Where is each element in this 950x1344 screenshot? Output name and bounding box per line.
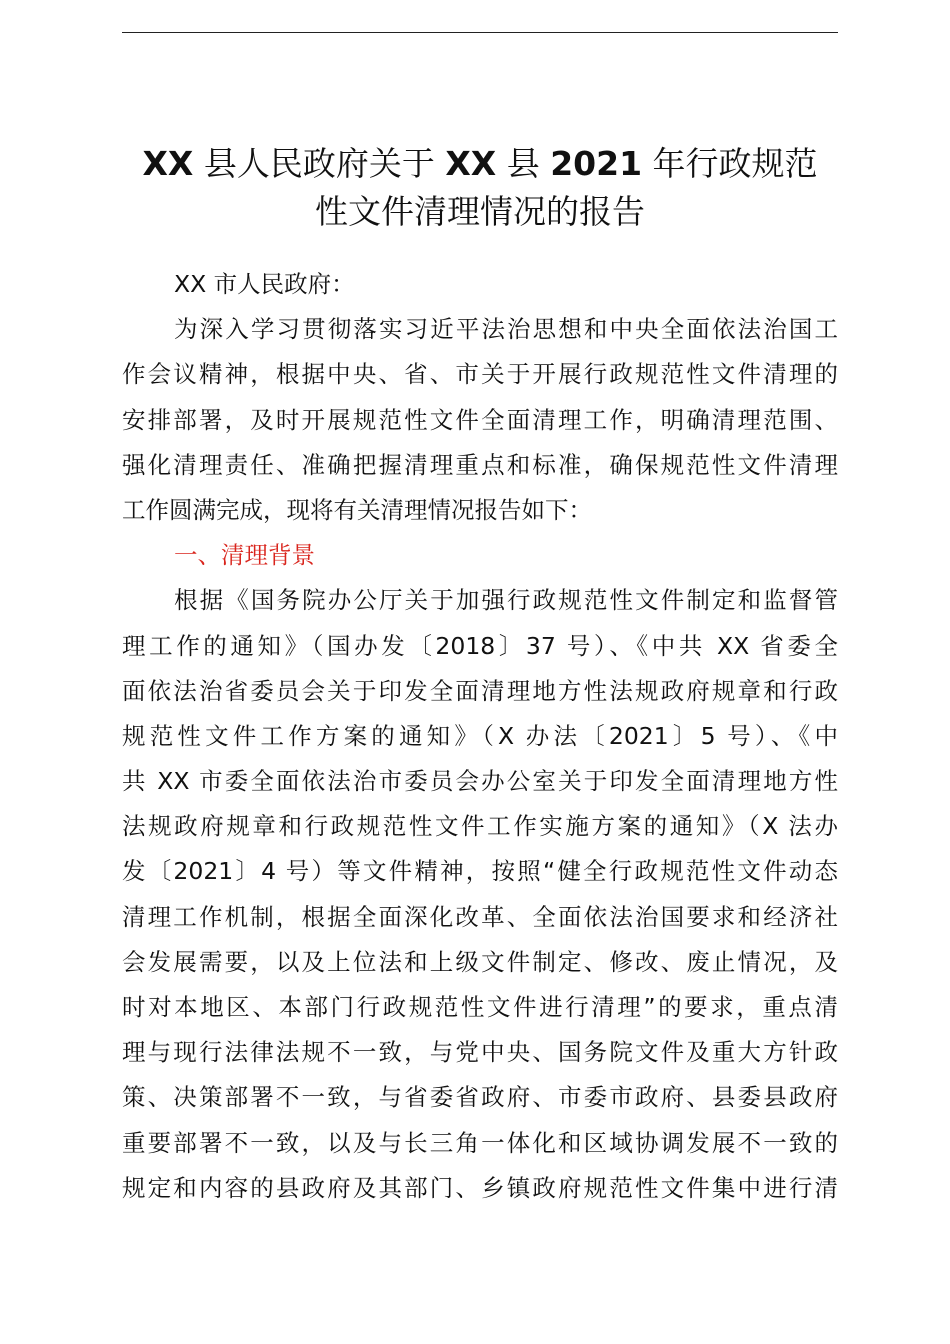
- section-line: 策、决策部署不一致，与省委省政府、市委市政府、县委县政府: [122, 1083, 838, 1112]
- section-line: 根据《国务院办公厅关于加强行政规范性文件制定和监督管: [174, 586, 838, 615]
- title-line-1: [122, 140, 838, 188]
- title-part: XX: [445, 144, 497, 183]
- title-part: XX: [142, 144, 194, 183]
- intro-line: 安排部署，及时开展规范性文件全面清理工作，明确清理范围、: [122, 405, 838, 434]
- section-line: 重要部署不一致，以及与长三角一体化和区域协调发展不一致的: [122, 1128, 838, 1157]
- title-line-2: 性文件清理情况的报告: [315, 192, 645, 231]
- title-part: 县人民政府关于: [193, 144, 446, 183]
- section-line: 会发展需要，以及上位法和上级文件制定、修改、废止情况，及: [122, 947, 838, 976]
- section-heading: 一、清理背景: [174, 541, 315, 570]
- intro-line: 作会议精神，根据中央、省、市关于开展行政规范性文件清理的: [122, 360, 838, 389]
- title-part: 2021: [550, 144, 643, 183]
- document-body: [122, 262, 838, 1211]
- header-rule: [122, 32, 838, 33]
- section-line: 理与现行法律法规不一致，与党中央、国务院文件及重大方针政: [122, 1038, 838, 1067]
- document-title: [122, 140, 838, 236]
- section-line: 规定和内容的县政府及其部门、乡镇政府规范性文件集中进行清: [122, 1173, 838, 1202]
- section-line: 理工作的通知》（国办发〔2018〕37 号）、《中共 XX 省委全: [122, 631, 838, 660]
- intro-line: 为深入学习贯彻落实习近平法治思想和中央全面依法治国工: [174, 315, 838, 344]
- section-line: 规范性文件工作方案的通知》（X 办法〔2021〕5 号）、《中: [122, 721, 838, 750]
- section-line: 面依法治省委员会关于印发全面清理地方性法规政府规章和行政: [122, 676, 838, 705]
- section-line: 发〔2021〕4 号）等文件精神，按照“健全行政规范性文件动态: [122, 857, 838, 886]
- intro-line: 强化清理责任、准确把握清理重点和标准，确保规范性文件清理: [122, 450, 838, 479]
- section-line: 清理工作机制，根据全面深化改革、全面依法治国要求和经济社: [122, 902, 838, 931]
- intro-line: 工作圆满完成，现将有关清理情况报告如下：: [122, 495, 592, 524]
- salutation: XX 市人民政府：: [174, 270, 355, 298]
- section-line: 共 XX 市委全面依法治市委员会办公室关于印发全面清理地方性: [122, 767, 838, 796]
- section-line: 时对本地区、本部门行政规范性文件进行清理”的要求，重点清: [122, 993, 838, 1021]
- section-line: 法规政府规章和行政规范性文件工作实施方案的通知》（X 法办: [122, 812, 838, 841]
- title-part: 年行政规范: [642, 144, 818, 183]
- title-part: 县: [496, 144, 551, 183]
